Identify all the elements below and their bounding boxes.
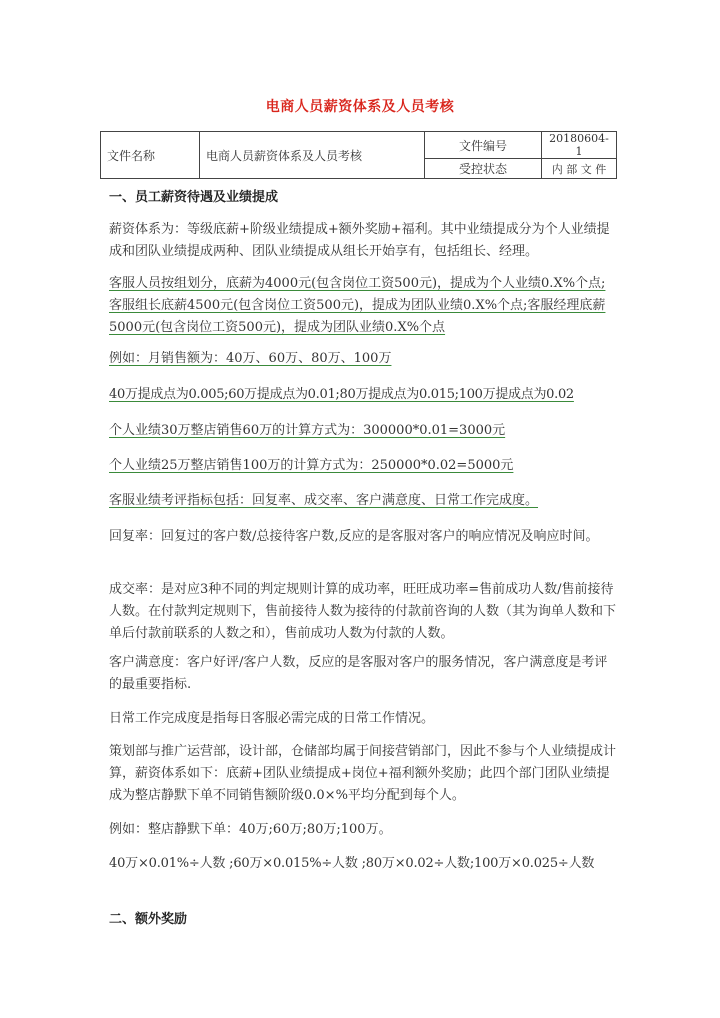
paragraph-example-sales: 例如：月销售额为：40万、60万、80万、100万 [109,351,392,366]
paragraph-conversion-rate: 成交率：是对应3种不同的判定规则计算的成功率，旺旺成功率=售前成功人数/售前接待人数。在付款判定规则下，售前接待人数为接待的付款前咨询的人数（其为询单人数和下单后付款前联系的人数之和），售前成功人数为付款的人数。 [109,582,617,641]
file-code-value: 20180604-1 [542,132,617,159]
paragraph-daily-work: 日常工作完成度是指每日客服必需完成的日常工作情况。 [109,711,435,726]
file-name-label: 文件名称 [101,132,200,179]
paragraph-salary-system: 薪资体系为：等级底薪+阶级业绩提成+额外奖励+福利。其中业绩提成分为个人业绩提成和团队业绩提成两种、团队业绩提成从组长开始享有，包括组长、经理。 [109,222,610,259]
section-heading-2: 二、额外奖励 [109,912,188,927]
paragraph-reply-rate: 回复率：回复过的客户数/总接待客户数,反应的是客服对客户的响应情况及响应时间。 [109,529,599,544]
file-info-table [100,131,617,179]
paragraph-calc-example-2: 个人业绩25万整店销售100万的计算方式为：250000*0.02=5000元 [109,458,514,473]
file-name-value: 电商人员薪资体系及人员考核 [200,132,425,179]
paragraph-calc-example-1: 个人业绩30万整店销售60万的计算方式为：300000*0.01=3000元 [109,423,506,438]
file-code-label: 文件编号 [425,132,542,159]
paragraph-kpi-indicators: 客服业绩考评指标包括：回复率、成交率、客户满意度、日常工作完成度。 [109,493,539,508]
paragraph-customer-service-base: 客服人员按组划分，底薪为4000元(包含岗位工资500元)，提成为个人业绩0.X%个点;客服组长底薪4500元(包含岗位工资500元)，提成为团队业绩0.X%个点;客服经理底薪5000元(包含岗位工资500元)，提成为团队业绩0.X%个点 [109,276,606,335]
control-status-label: 受控状态 [425,159,542,179]
document-title: 电商人员薪资体系及人员考核 [265,99,455,115]
section-heading-1: 一、员工薪资待遇及业绩提成 [109,190,279,205]
control-status-value: 内 部 文 件 [542,159,617,179]
paragraph-commission-points: 40万提成点为0.005;60万提成点为0.01;80万提成点为0.015;100万提成点为0.02 [109,387,574,402]
paragraph-example-silent-orders: 例如：整店静默下单：40万;60万;80万;100万。 [109,822,392,837]
paragraph-satisfaction: 客户满意度：客户好评/客户人数，反应的是客服对客户的服务情况，客户满意度是考评的最重要指标. [109,655,608,692]
paragraph-silent-order-formula: 40万×0.01%÷人数 ;60万×0.015%÷人数 ;80万×0.02÷人数;100万×0.025÷人数 [109,856,595,871]
paragraph-indirect-departments: 策划部与推广运营部，设计部，仓储部均属于间接营销部门，因此不参与个人业绩提成计算，薪资体系如下：底薪+团队业绩提成+岗位+福利额外奖励；此四个部门团队业绩提成为整店静默下单不同销售额阶级0.0×%平均分配到每个人。 [109,744,617,803]
